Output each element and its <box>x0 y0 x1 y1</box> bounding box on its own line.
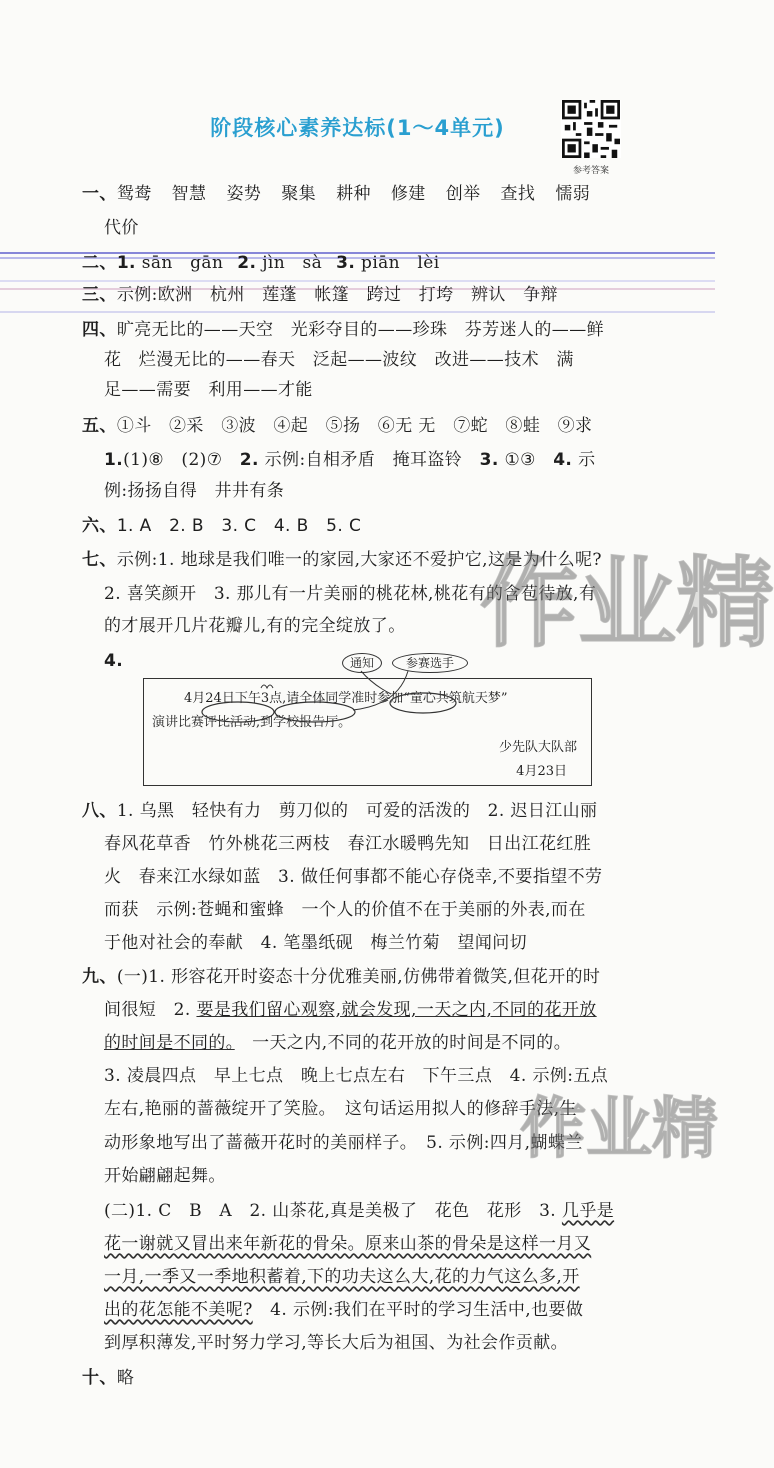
item-number: 3. <box>336 253 356 273</box>
section-9-line: 3. 凌晨四点 早上七点 晚上七点左右 下午三点 4. 示例:五点 <box>104 1066 609 1086</box>
word: 懦弱 <box>555 184 591 204</box>
section-7-item-4: 4. <box>104 651 124 671</box>
underlined-sentence: 要是我们留心观察,就会发现,一天之内,不同的花开放 <box>196 1000 597 1020</box>
section-5-line-3: 例:扬扬自得 井井有条 <box>104 481 285 501</box>
section-6 <box>82 514 702 538</box>
proofreading-marks <box>143 650 590 730</box>
section-head: 五、 <box>82 416 117 436</box>
section-head: 二、 <box>82 253 117 273</box>
section-text: ①斗 ②采 ③波 ④起 ⑤扬 ⑥无 无 ⑦蛇 ⑧蛙 ⑨求 <box>116 416 593 436</box>
section-8-line-2: 春风花草香 竹外桃花三两枝 春江水暖鸭先知 日出江花红胜 <box>104 834 592 854</box>
section-5-line-2 <box>104 448 724 472</box>
section-9-line <box>104 998 724 1022</box>
answer: (1)⑧ (2)⑦ <box>123 450 240 470</box>
section-2 <box>82 251 702 275</box>
section-text: 示例:欧洲 杭州 莲蓬 帐篷 跨过 打垮 辨认 争辩 <box>116 285 558 305</box>
section-7 <box>82 548 702 572</box>
watermark: 作业精 <box>480 547 774 661</box>
word: 创举 <box>445 184 481 204</box>
pinyin: jìn sà <box>262 253 323 273</box>
section-head: 九、 <box>82 967 117 987</box>
section-1 <box>82 182 702 206</box>
section-head: 四、 <box>82 320 117 340</box>
section-1-cont: 代价 <box>104 218 139 238</box>
answer: 4. 示例:我们在平时的学习生活中,也要做 <box>252 1300 584 1320</box>
section-5 <box>82 414 702 438</box>
item-number: 1. <box>104 450 124 470</box>
section-text: 旷亮无比的——天空 光彩夺目的——珍珠 芬芳迷人的——鲜 <box>116 320 605 340</box>
section-head: 七、 <box>82 550 117 570</box>
section-text: 示例:1. 地球是我们唯一的家园,大家还不爱护它,这是为什么呢? <box>116 550 602 570</box>
answer: 示例:自相矛盾 掩耳盗铃 <box>264 450 480 470</box>
section-head: 八、 <box>82 801 117 821</box>
item-number: 2. <box>239 450 259 470</box>
section-8 <box>82 799 702 823</box>
answer: 一天之内,不同的花开放的时间是不同的。 <box>234 1033 572 1053</box>
word: 修建 <box>390 184 426 204</box>
annotation-bubble: 参赛选手 <box>392 653 468 673</box>
section-8-line-4: 而获 示例:苍蝇和蜜蜂 一个人的价值不在于美丽的外表,而在 <box>104 900 586 920</box>
section-9-part-2 <box>104 1199 724 1223</box>
section-text: 1. A 2. B 3. C 4. B 5. C <box>116 516 362 536</box>
scan-artifact <box>0 311 715 313</box>
notice-line: 4月24日下午3点,请全体同学准时参加“童心共筑航天梦” <box>184 691 508 706</box>
word: 姿势 <box>226 184 262 204</box>
scan-artifact <box>0 280 715 282</box>
word: 耕种 <box>336 184 371 204</box>
item-number: 1. <box>116 253 136 273</box>
section-head: 十、 <box>82 1368 117 1388</box>
underlined-sentence: 的时间是不同的。 <box>104 1033 235 1053</box>
section-9-line <box>104 1232 724 1256</box>
section-text: 1. 乌黑 轻快有力 剪刀似的 可爱的活泼的 2. 迟日江山丽 <box>116 801 598 821</box>
section-head: 三、 <box>82 285 117 305</box>
section-9-line <box>104 1298 724 1322</box>
wavy-underlined-text: 几乎是 <box>561 1201 615 1221</box>
word: 查找 <box>500 184 536 204</box>
notice-line: 演讲比赛评比活动,到学校报告厅。 <box>152 715 352 730</box>
section-text: (一)1. 形容花开时姿态十分优雅美丽,仿佛带着微笑,但花开的时 <box>116 967 601 987</box>
section-7-line-2: 2. 喜笑颜开 3. 那儿有一片美丽的桃花林,桃花有的含苞待放,有 <box>104 584 597 604</box>
section-7-line-3: 的才展开几片花瓣儿,有的完全绽放了。 <box>104 616 406 636</box>
section-10 <box>82 1366 702 1390</box>
section-9-line: 动形象地写出了蔷薇开花时的美丽样子。 5. 示例:四月,蝴蝶兰 <box>104 1133 583 1153</box>
section-9 <box>82 965 702 989</box>
watermark: 作业精 <box>520 1090 718 1167</box>
pinyin: sān gān <box>141 253 224 273</box>
section-8-line-3: 火 春来江水绿如蓝 3. 做任何事都不能心存侥幸,不要指望不劳 <box>104 867 603 887</box>
section-3 <box>82 283 702 307</box>
annotation-bubble: 通知 <box>342 653 382 673</box>
item-number: 2. <box>237 253 257 273</box>
section-head: 六、 <box>82 516 117 536</box>
answer: 示 <box>578 450 596 470</box>
item-number: 3. <box>479 450 499 470</box>
section-9-line: 左右,艳丽的蔷薇绽开了笑脸。 这句话运用拟人的修辞手法,生 <box>104 1099 577 1119</box>
section-8-line-5: 于他对社会的奉献 4. 笔墨纸砚 梅兰竹菊 望闻问切 <box>104 933 528 953</box>
word: 鸳鸯 <box>116 184 152 204</box>
section-9-line <box>104 1265 724 1289</box>
qr-code-icon <box>561 100 621 158</box>
section-9-line: 到厚积薄发,平时努力学习,等长大后为祖国、为社会作贡献。 <box>104 1333 569 1353</box>
section-text: 略 <box>116 1368 135 1388</box>
word: 智慧 <box>171 184 207 204</box>
section-4 <box>82 318 702 342</box>
page-title: 阶段核心素养达标(1～4单元) <box>210 116 505 140</box>
notice-date: 4月23日 <box>516 764 567 779</box>
wavy-underlined-text: 一月,一季又一季地积蓄着,下的功夫这么大,花的力气这么多,开 <box>104 1267 580 1287</box>
item-number: 4. <box>553 450 573 470</box>
wavy-underlined-text: 花一谢就又冒出来年新花的骨朵。原来山茶的骨朵是这样一月又 <box>104 1234 592 1254</box>
section-head: 一、 <box>82 184 117 204</box>
answer: 间很短 2. <box>104 1000 197 1020</box>
section-4-line-3: 足——需要 利用——才能 <box>104 380 313 400</box>
section-9-line: 开始翩翩起舞。 <box>104 1166 226 1186</box>
section-9-line <box>104 1031 724 1055</box>
notice-signature: 少先队大队部 <box>498 740 577 755</box>
answer: ①③ <box>504 450 554 470</box>
section-4-line-2: 花 烂漫无比的——春天 泛起——波纹 改进——技术 满 <box>104 350 574 370</box>
pinyin: piān lèi <box>361 253 440 273</box>
word: 聚集 <box>281 184 317 204</box>
qr-caption: 参考答案 <box>572 166 609 176</box>
wavy-underlined-text: 出的花怎能不美呢? <box>104 1300 253 1320</box>
answer: (二)1. C B A 2. 山茶花,真是美极了 花色 花形 3. <box>104 1201 562 1221</box>
